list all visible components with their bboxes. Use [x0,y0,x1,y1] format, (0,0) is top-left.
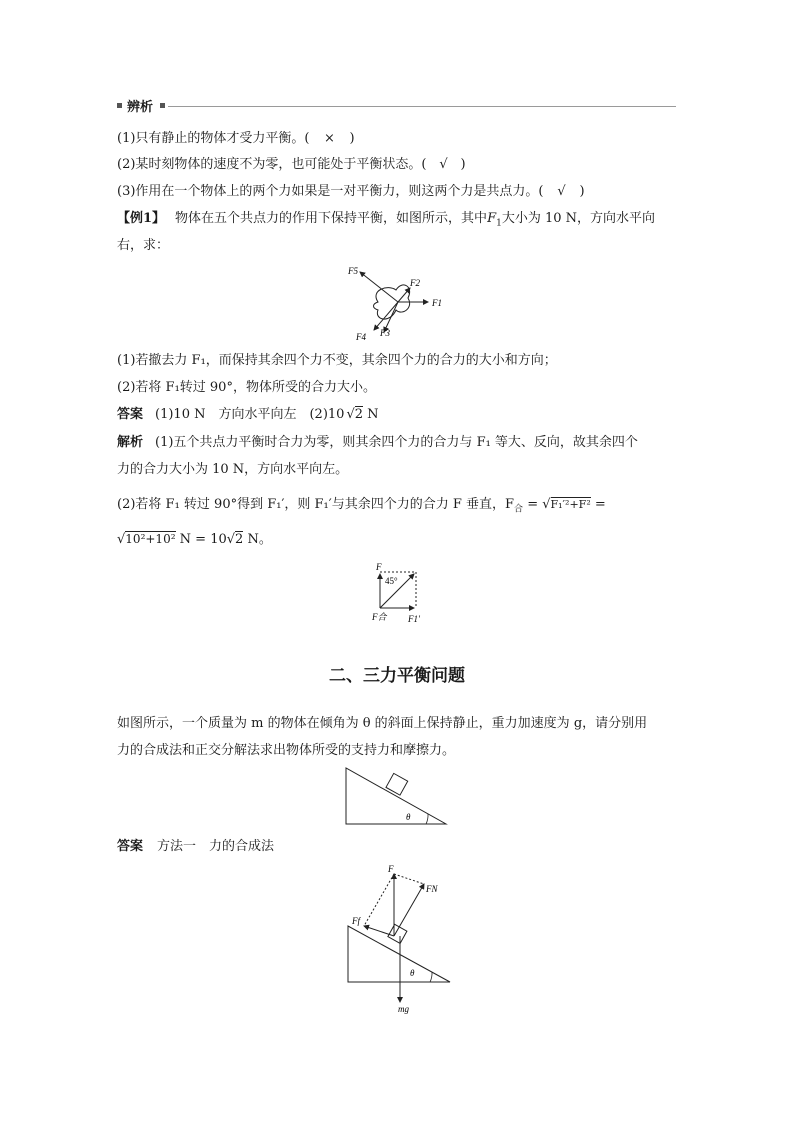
label-angle: 45° [385,576,398,586]
analysis-line-4: √10²+10² N = 10√2 N。 [117,532,272,547]
incline-figure [344,764,450,828]
example-tag: 【例1】 [117,211,166,226]
judge-mark-2: √ [439,157,448,172]
arrow-f5 [360,272,398,302]
answer-1: 答案 (1)10 N 方向水平向左 (2)10 √2 N [117,407,379,422]
example-line-1: 【例1】 物体在五个共点力的作用下保持平衡，如图所示，其中$F_1$大小为 10 N，方向水平向 [117,211,656,229]
label-mg: mg [398,1004,409,1014]
dashed-1 [394,874,424,884]
analysis-label: 解析 [117,435,144,450]
problem-line-1: 如图所示，一个质量为 m 的物体在倾角为 θ 的斜面上保持静止，重力加速度为 g，请分别用 [117,716,648,731]
label-f-up: F [388,864,394,874]
incline-forces-figure [344,860,454,1016]
label-fhe: F合 [372,612,387,622]
judge-mark-1: × [324,131,335,146]
section-bullet-icon-right [160,103,165,108]
arrow-ff [364,926,394,936]
answer-2-label: 答案 [117,839,144,854]
angle-arc-2 [430,972,432,982]
label-fn: FN [426,884,438,894]
question-1: (1)若撤去力 F₁，而保持其余四个力不变，其余四个力的合力的大小和方向； [117,353,557,368]
analysis-line-3: (2)若将 F₁ 转过 90°得到 F₁′，则 F₁′与其余四个力的合力 F 垂直，$F_合 = √F_1'^2+F^2$ = [117,497,606,515]
section-rule [168,106,676,107]
resultant-figure [366,560,430,626]
judge-item-3: (3)作用在一个物体上的两个力如果是一对平衡力，则这两个力是共点力。( √ ) [117,182,585,202]
label-theta-2: θ [410,968,415,978]
label-f4: F4 [356,332,366,342]
label-f1: F1 [432,298,442,308]
analysis-line-1: 解析 (1)五个共点力平衡时合力为零，则其余四个力的合力与 F₁ 等大、反向，故其余四个 [117,435,638,450]
label-f1-prime: F1′ [408,614,420,624]
block-2 [388,924,407,943]
judge-mark-3: √ [557,184,566,199]
label-theta: θ [406,812,411,822]
label-f5: F5 [348,266,358,276]
answer-label: 答案 [117,407,144,422]
label-f: F [376,562,382,572]
five-forces-figure [340,262,460,346]
judge-item-1: (1)只有静止的物体才受力平衡。( × ) [117,129,355,149]
angle-arc [426,814,428,824]
label-ff: Ff [352,916,360,926]
arrow-f2 [398,288,410,302]
judge-item-2: (2)某时刻物体的速度不为零，也可能处于平衡状态。( √ ) [117,155,466,175]
label-f2: F2 [410,278,420,288]
section-bullet-icon [117,103,122,108]
example-line-2: 右，求： [117,238,170,253]
problem-line-2: 力的合成法和正交分解法求出物体所受的支持力和摩擦力。 [117,743,456,758]
arrow-fn [394,884,424,936]
dashed-2 [364,874,394,926]
analysis-line-2: 力的合力大小为 10 N，方向水平向左。 [117,462,349,477]
section-2-title: 二、三力平衡问题 [329,666,465,686]
answer-2: 答案 方法一 力的合成法 [117,839,275,854]
section-label: 辨析 [127,100,154,115]
label-f3: F3 [380,328,390,338]
question-2: (2)若将 F₁转过 90°，物体所受的合力大小。 [117,380,376,395]
